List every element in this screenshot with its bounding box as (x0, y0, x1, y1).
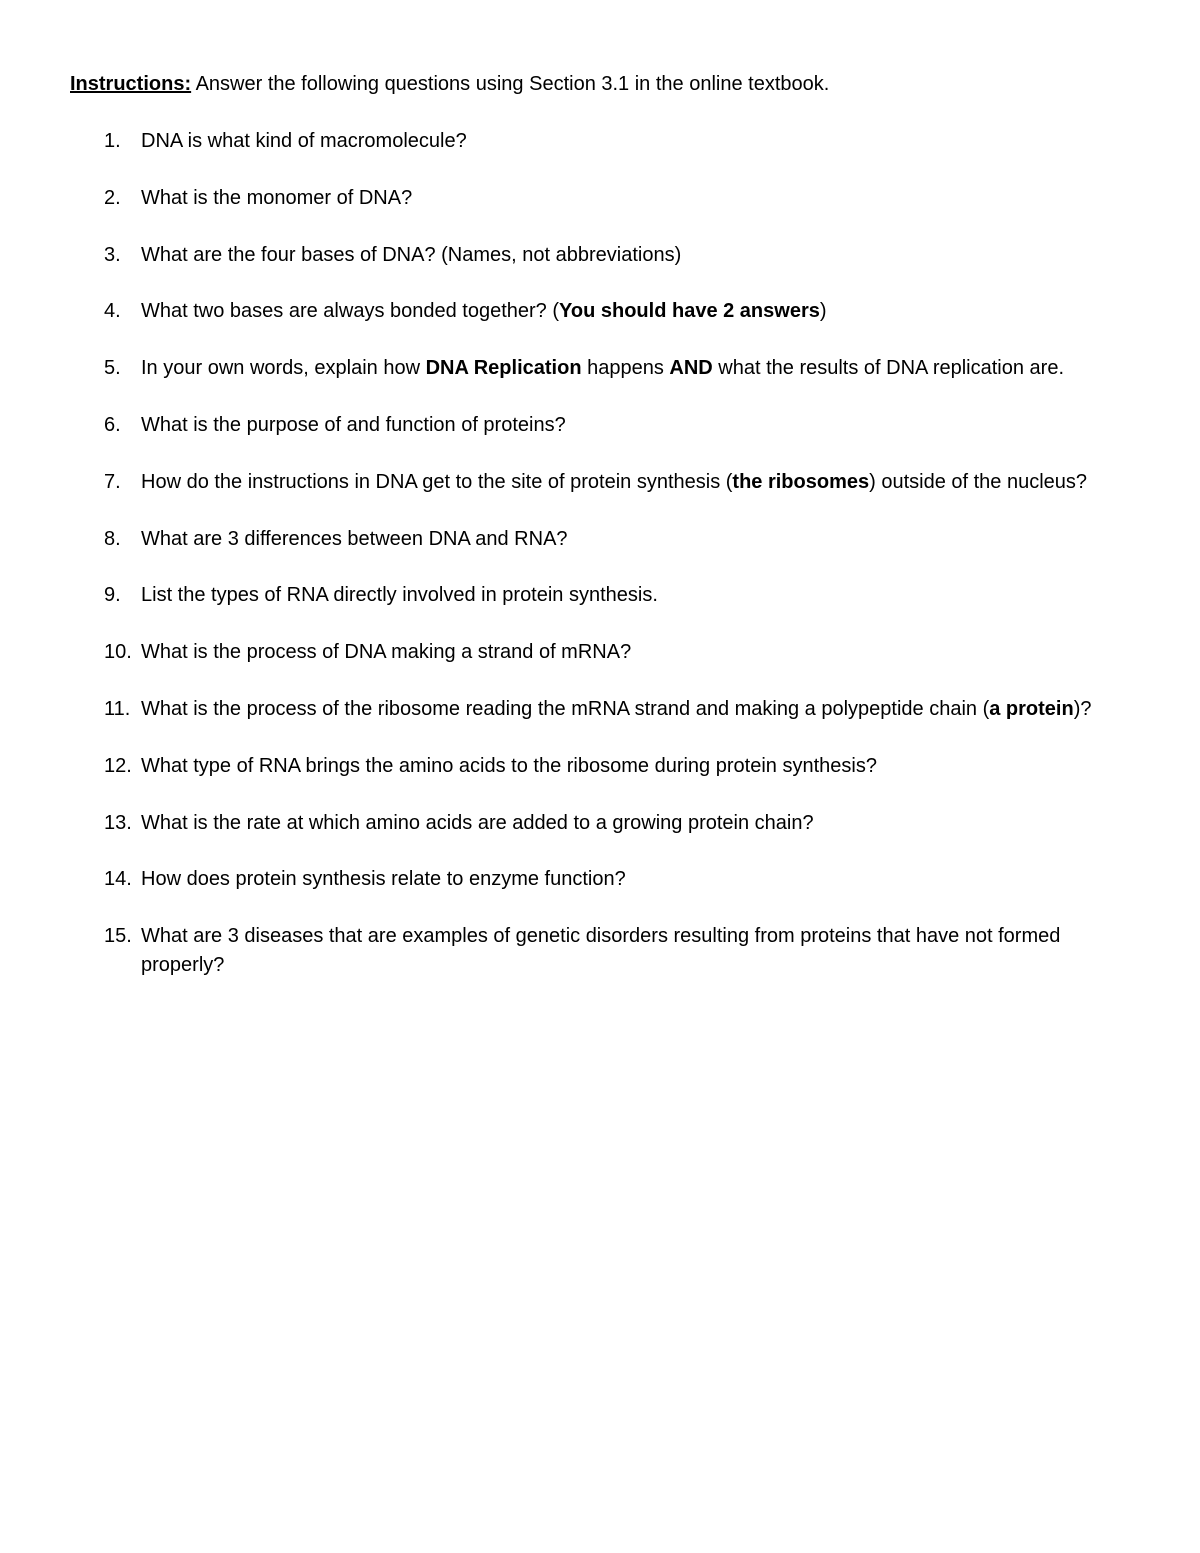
question-text-run: In your own words, explain how (141, 357, 426, 380)
question-text (141, 241, 1101, 269)
question-text-run: ) outside of the nucleus? (869, 470, 1088, 493)
question-number: 13. (104, 811, 132, 834)
question-item (0, 468, 1200, 496)
question-text (141, 411, 1101, 439)
question-item (0, 922, 1200, 979)
question-text (141, 922, 1101, 979)
question-text-run: What are the four bases of DNA? (Names, not abbreviations) (141, 243, 682, 266)
instructions-label: Instructions: (70, 73, 192, 95)
question-text-run: happens (581, 357, 670, 380)
question-text (141, 354, 1101, 382)
question-item (0, 638, 1200, 666)
question-number: 12. (104, 754, 132, 777)
question-number: 9. (104, 584, 121, 607)
question-text-run: What are 3 differences between DNA and RNA? (141, 527, 568, 550)
question-text-run: What is the purpose of and function of proteins? (141, 413, 566, 436)
question-number: 11. (104, 697, 131, 720)
question-number: 4. (104, 300, 121, 323)
instructions-text: Answer the following questions using Section 3.1 in the online textbook. (191, 73, 830, 95)
question-number: 15. (104, 925, 132, 948)
instructions-line (70, 70, 1130, 98)
question-text-run: List the types of RNA directly involved in protein synthesis. (141, 584, 658, 607)
question-item (0, 127, 1200, 155)
question-item (0, 752, 1200, 780)
question-text (141, 695, 1101, 723)
question-text-run: what the results of DNA replication are. (712, 357, 1065, 380)
question-item (0, 525, 1200, 553)
question-text (141, 809, 1101, 837)
question-item (0, 581, 1200, 609)
question-item (0, 354, 1200, 382)
question-text (141, 468, 1101, 496)
question-text (141, 127, 1101, 155)
question-text-run: What is the process of DNA making a strand of mRNA? (141, 641, 632, 664)
question-text-run: )? (1073, 697, 1092, 720)
question-text (141, 638, 1101, 666)
question-text-run: What is the monomer of DNA? (141, 186, 413, 209)
question-item (0, 695, 1200, 723)
question-text-run: ) (819, 300, 827, 323)
question-number: 14. (104, 868, 132, 891)
question-number: 3. (104, 243, 121, 266)
question-text-run: DNA is what kind of macromolecule? (141, 130, 467, 152)
question-number: 5. (104, 357, 121, 380)
question-text-run: What is the process of the ribosome reading the mRNA strand and making a polypeptide chain ( (141, 697, 990, 720)
question-text (141, 184, 1101, 212)
question-text (141, 581, 1101, 609)
question-emphasis: a protein (989, 697, 1074, 720)
question-item (0, 297, 1200, 325)
question-emphasis: DNA Replication (425, 357, 582, 380)
question-text (141, 752, 1101, 780)
question-text-run: What is the rate at which amino acids are added to a growing protein chain? (141, 811, 814, 834)
question-number: 6. (104, 413, 121, 436)
question-emphasis: You should have 2 answers (559, 300, 820, 323)
question-item (0, 411, 1200, 439)
question-number: 1. (104, 130, 121, 152)
question-number: 10. (104, 641, 132, 664)
question-emphasis: the ribosomes (732, 470, 870, 493)
question-text-run: How do the instructions in DNA get to the site of protein synthesis ( (141, 470, 733, 493)
question-text-run: How does protein synthesis relate to enzyme function? (141, 868, 626, 891)
question-number: 2. (104, 186, 121, 209)
question-item (0, 184, 1200, 212)
question-text-run: What type of RNA brings the amino acids to the ribosome during protein synthesis? (141, 754, 877, 777)
question-text (141, 525, 1101, 553)
question-list (0, 127, 1200, 1007)
question-text-run: What two bases are always bonded together? ( (141, 300, 560, 323)
question-number: 8. (104, 527, 121, 550)
question-item (0, 241, 1200, 269)
question-text (141, 865, 1101, 893)
question-emphasis: AND (669, 357, 713, 380)
question-item (0, 865, 1200, 893)
question-text (141, 297, 1101, 325)
question-item (0, 809, 1200, 837)
question-number: 7. (104, 470, 121, 493)
question-text-run: What are 3 diseases that are examples of genetic disorders resulting from proteins that have not formed properly? (141, 925, 1061, 976)
